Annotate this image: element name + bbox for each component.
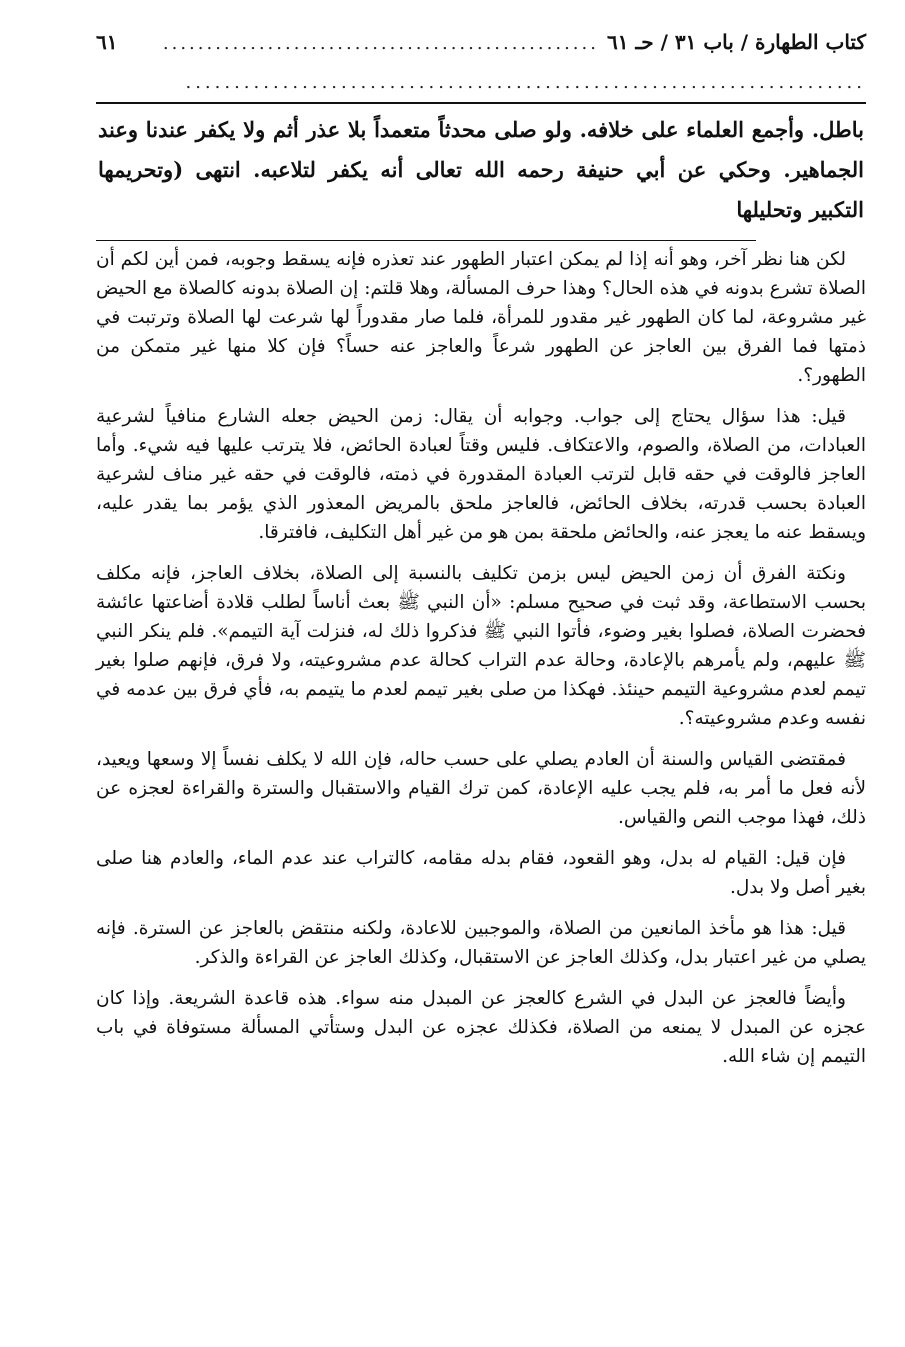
book-page — [96, 30, 866, 1083]
commentary-rule — [96, 240, 756, 241]
commentary — [96, 245, 866, 1071]
dotted-separator: ...................................................................... — [185, 72, 866, 93]
paragraph-7: وأيضاً فالعجز عن البدل في الشرع كالعجز عن المبدل منه سواء. هذه قاعدة الشريعة. وإذا كان عجزه عن المبدل لا يمنعه من الصلاة، فكذلك عجزه عن البدل وستأتي المسألة مستوفاة في باب التيمم إن شاء الله. — [96, 988, 866, 1067]
paragraph-3: ونكتة الفرق أن زمن الحيض ليس بزمن تكليف بالنسبة إلى الصلاة، بخلاف العاجز، فإنه مكلف بحسب الاستطاعة، وقد ثبت في صحيح مسلم: «أن النبي ﷺ بعث أناساً لطلب قلادة أضاعتها عائشة فحضرت الصلاة، فصلوا بغير وضوء، فأتوا النبي ﷺ فذكروا ذلك له، فنزلت آية التيمم». فلم ينكر النبي ﷺ عليهم، ولم يأمرهم بالإعادة، وحالة عدم التراب كحالة عدم مشروعيته، ولا فرق، فإنهم صلوا بغير تيمم لعدم مشروعية التيمم حينئذ. فهكذا من صلى بغير تيمم لعدم ما يتيمم به، فأي فرق بين عدمه في نفسه وعدم مشروعيته؟. — [96, 563, 866, 729]
page-number: ٦١ — [96, 30, 118, 54]
hadith-text: باطل. وأجمع العلماء على خلافه. ولو صلى محدثاً متعمداً بلا عذر أثم ولا يكفر عندنا وعند الجماهير. وحكي عن أبي حنيفة رحمه الله تعالى أنه يكفر لتلاعبه. انتهى (وتحريمها التكبير وتحليلها — [98, 117, 864, 222]
top-rule — [96, 102, 866, 104]
paragraph-2: قيل: هذا سؤال يحتاج إلى جواب. وجوابه أن يقال: زمن الحيض جعله الشارع منافياً لشرعية العبادات، من الصلاة، والصوم، والاعتكاف. فليس وقتاً لعبادة الحائض، فلا يترتب عليها فيه شيء. وأما العاجز فالوقت في حقه قابل لترتب العبادة المقدورة في ذمته، فالوقت في حقه غير مناف لشرعية العبادة بحسب قدرته، بخلاف الحائض، فالعاجز ملحق بالمريض المعذور الذي يؤمر بما يقدر عليه، ويسقط عنه ما يعجز عنه، والحائض ملحقة بمن هو من غير أهل التكليف، فافترقا. — [96, 406, 866, 543]
paragraph-4: فمقتضى القياس والسنة أن العادم يصلي على حسب حاله، فإن الله لا يكلف نفساً إلا وسعها ويعيد، لأنه فعل ما أمر به، فلم يجب عليه الإعادة، كمن ترك القيام والاستقبال والسترة والقراءة لعجزه عن ذلك، فهذا موجب النص والقياس. — [96, 749, 866, 828]
paragraph-5: فإن قيل: القيام له بدل، وهو القعود، فقام بدله مقامه، كالتراب عند عدم الماء، والعادم هنا صلى بغير أصل ولا بدل. — [96, 848, 866, 898]
running-header — [96, 30, 866, 66]
paragraph-6: قيل: هذا هو مأخذ المانعين من الصلاة، والموجبين للاعادة، ولكنه منتقض بالعاجز عن السترة. فإنه يصلي من غير اعتبار بدل، وكذلك العاجز عن الاستقبال، وكذلك العاجز عن القراءة والذكر. — [96, 918, 866, 968]
header-leader-dots: .................................................. — [162, 33, 599, 54]
paragraph-1: لكن هنا نظر آخر، وهو أنه إذا لم يمكن اعتبار الطهور عند تعذره فإنه يسقط وجوبه، فمن أين لكم أن الصلاة تشرع بدونه في هذه الحال؟ وهذا حرف المسألة، وهلا قلتم: إن الصلاة بدونه كالصلاة مع الحيض غير مشروعة، لما كان الطهور غير مقدور للمرأة، فلما صار مقدوراً لها شرعت لها الصلاة وترتبت في ذمتها فما الفرق بين العاجز عن الطهور شرعاً والعاجز عنه حساً؟ فإن كلا منها غير متمكن من الطهور؟. — [96, 249, 866, 386]
header-title: كتاب الطهارة / باب ٣١ / حـ ٦١ — [606, 30, 866, 54]
